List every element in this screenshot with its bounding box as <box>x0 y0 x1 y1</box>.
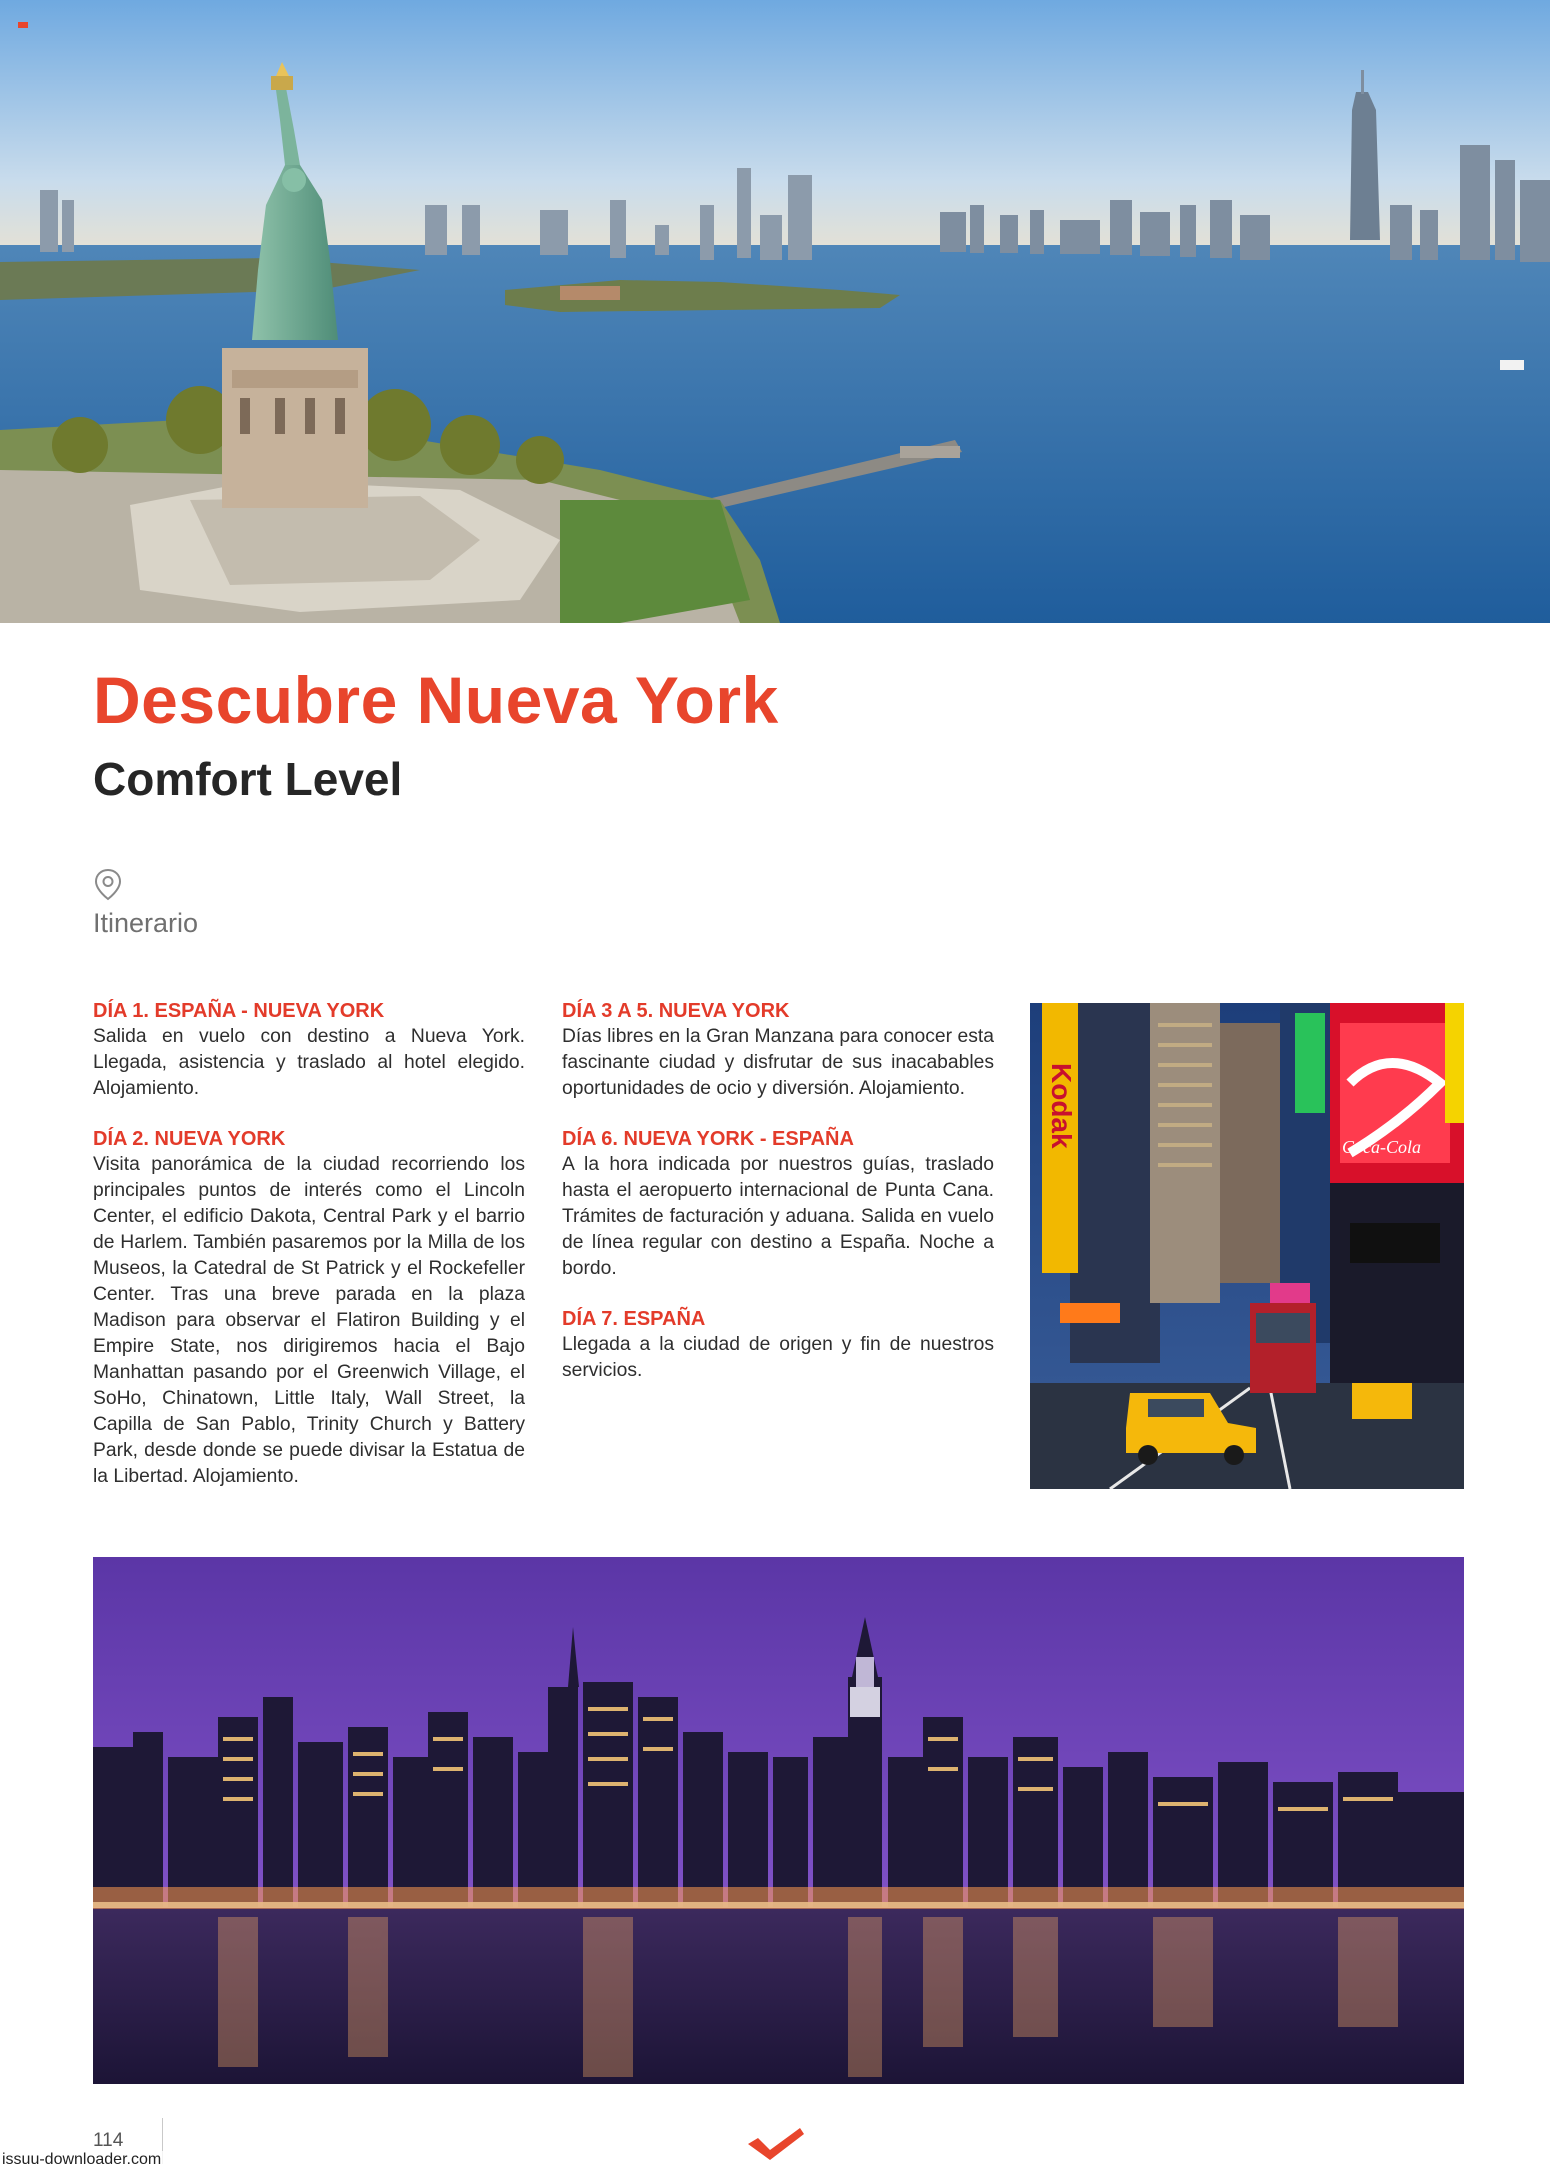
day-heading: DÍA 3 A 5. NUEVA YORK <box>562 1000 790 1022</box>
page-subtitle: Comfort Level <box>93 753 403 805</box>
kodak-sign-text: Kodak <box>1046 1063 1077 1149</box>
day-description: Días libres en la Gran Manzana para conocer esta fascinante ciudad y disfrutar de sus inacabables oportunidades de ocio y diversión. Alojamiento. <box>562 1026 994 1099</box>
itinerary-column-middle <box>562 998 994 1408</box>
day-heading: DÍA 1. ESPAÑA - NUEVA YORK <box>93 1000 385 1022</box>
itinerary-label: Itinerario <box>93 908 199 938</box>
coca-cola-sign-text: Coca-Cola <box>1342 1137 1421 1157</box>
itinerary-day <box>562 1126 994 1282</box>
day-heading: DÍA 6. NUEVA YORK - ESPAÑA <box>562 1128 854 1150</box>
itinerary-day <box>93 1126 525 1490</box>
checkmark-logo-icon <box>744 2124 808 2164</box>
times-square-photo <box>1030 1003 1464 1489</box>
itinerary-day <box>562 1306 994 1384</box>
page-title: Descubre Nueva York <box>93 663 779 737</box>
day-heading: DÍA 2. NUEVA YORK <box>93 1128 286 1150</box>
manhattan-night-skyline-photo <box>93 1557 1464 2084</box>
day-description: Salida en vuelo con destino a Nueva York. Llegada, asistencia y traslado al hotel elegido. Alojamiento. <box>93 1026 525 1099</box>
itinerary-day <box>93 998 525 1102</box>
map-pin-icon <box>93 868 123 902</box>
corner-mark <box>18 22 28 28</box>
watermark: issuu-downloader.com <box>2 2151 162 2168</box>
itinerary-column-left <box>93 998 525 1514</box>
page-number: 114 <box>93 2130 124 2151</box>
day-description: Llegada a la ciudad de origen y fin de nuestros servicios. <box>562 1334 994 1381</box>
day-description: Visita panorámica de la ciudad recorriendo los principales puntos de interés como el Lincoln Center, el edificio Dakota, Central Park y el barrio de Harlem. También pasaremos por la Milla de los Museos, la Catedral de St Patrick y el Rockefeller Center. Tras una breve parada en la plaza Madison para observar el Flatiron Building y el Empire State, nos dirigiremos hacia el Bajo Manhattan pasando por el Greenwich Village, el SoHo, Chinatown, Little Italy, Wall Street, la Capilla de San Pablo, Trinity Church y Battery Park, desde donde se puede divisar la Estatua de la Libertad. Alojamiento. <box>93 1154 525 1487</box>
day-heading: DÍA 7. ESPAÑA <box>562 1308 706 1330</box>
day-description: A la hora indicada por nuestros guías, traslado hasta el aeropuerto internacional de Punta Cana. Trámites de facturación y aduana. Salida en vuelo de línea regular con destino a España. Noche a bordo. <box>562 1154 994 1279</box>
itinerary-day <box>562 998 994 1102</box>
hero-photo-statue-of-liberty <box>0 0 1550 623</box>
